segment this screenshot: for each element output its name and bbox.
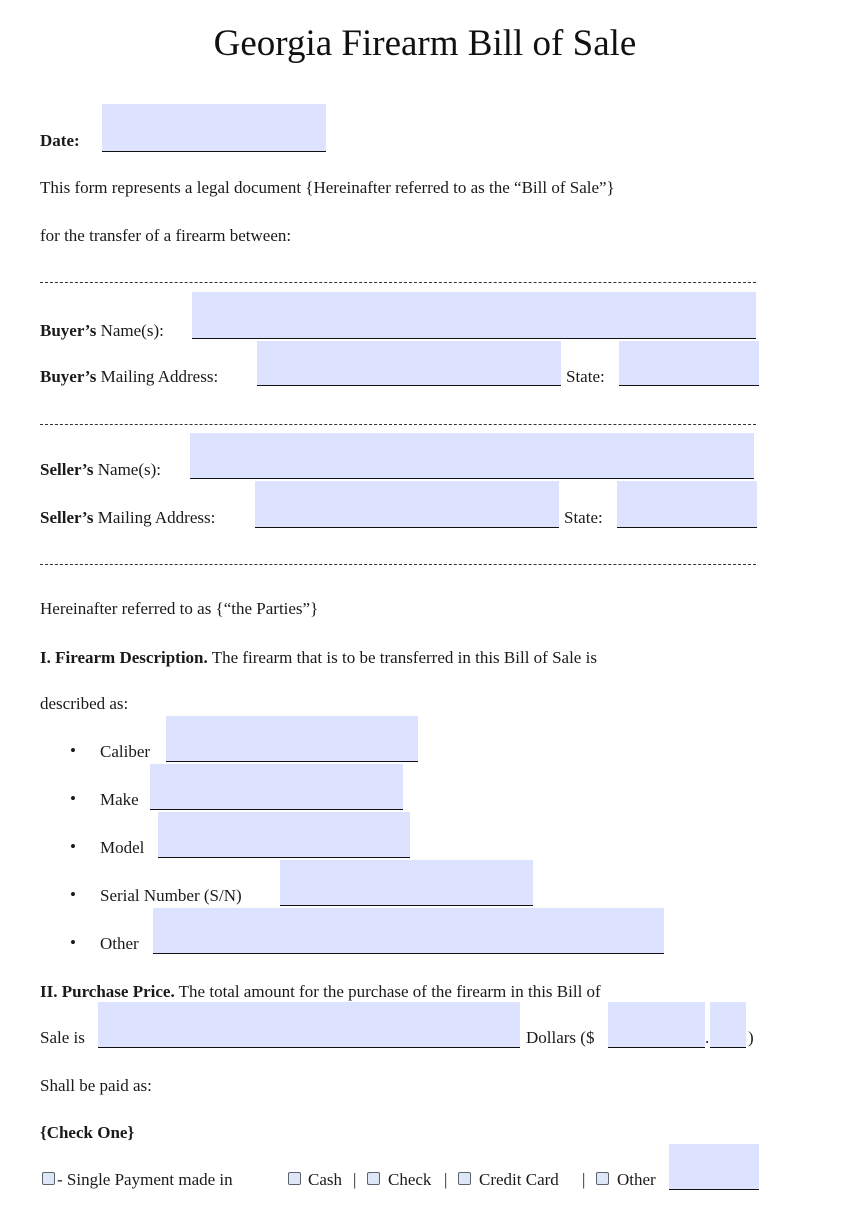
other-description-label: Other xyxy=(100,934,139,953)
other-description-field[interactable] xyxy=(153,908,664,954)
section-2-intro: II. Purchase Price. The total amount for the purchase of the firearm in this Bill of xyxy=(40,982,601,1001)
separator-dashed-3 xyxy=(40,564,756,565)
seller-address-field[interactable] xyxy=(255,481,559,528)
separator-dashed-2 xyxy=(40,424,756,425)
single-payment-checkbox[interactable] xyxy=(42,1172,55,1185)
seller-state-field[interactable] xyxy=(617,481,757,528)
bullet-icon: • xyxy=(70,741,76,760)
caliber-field[interactable] xyxy=(166,716,418,762)
section-1-heading: I. Firearm Description. xyxy=(40,648,208,667)
bullet-icon: • xyxy=(70,789,76,808)
cash-checkbox[interactable] xyxy=(288,1172,301,1185)
separator-dashed-1 xyxy=(40,282,756,283)
other-payment-checkbox[interactable] xyxy=(596,1172,609,1185)
date-label: Date: xyxy=(40,131,80,150)
section-2-heading: II. Purchase Price. xyxy=(40,982,175,1001)
single-payment-label: - Single Payment made in xyxy=(57,1170,233,1189)
seller-address-label: Seller’s Mailing Address: xyxy=(40,508,216,527)
decimal-dot: . xyxy=(705,1028,710,1047)
section-1-intro: I. Firearm Description. The firearm that is to be transferred in this Bill of Sale is xyxy=(40,648,597,667)
amount-words-field[interactable] xyxy=(98,1002,520,1048)
check-one-text: {Check One} xyxy=(40,1123,135,1142)
parties-text: Hereinafter referred to as {“the Parties”} xyxy=(40,599,319,618)
buyer-address-label: Buyer’s Mailing Address: xyxy=(40,367,219,386)
sale-is-label: Sale is xyxy=(40,1028,85,1047)
intro-line-1: This form represents a legal document {Hereinafter referred to as the “Bill of Sale”} xyxy=(40,178,615,197)
intro-line-2: for the transfer of a firearm between: xyxy=(40,226,292,245)
credit-card-label: Credit Card xyxy=(479,1170,559,1189)
caliber-label: Caliber xyxy=(100,742,151,761)
other-payment-field[interactable] xyxy=(669,1144,759,1190)
make-label: Make xyxy=(100,790,139,809)
section-1-line-2: described as: xyxy=(40,694,129,713)
buyer-name-label: Buyer’s Name(s): xyxy=(40,321,164,340)
seller-name-label: Seller’s Name(s): xyxy=(40,460,162,479)
date-field[interactable] xyxy=(102,104,326,152)
make-field[interactable] xyxy=(150,764,403,810)
credit-card-checkbox[interactable] xyxy=(458,1172,471,1185)
paid-as-text: Shall be paid as: xyxy=(40,1076,152,1095)
serial-number-label: Serial Number (S/N) xyxy=(100,886,242,905)
option-separator: | xyxy=(353,1170,357,1189)
cash-label: Cash xyxy=(308,1170,342,1189)
bullet-icon: • xyxy=(70,933,76,952)
model-label: Model xyxy=(100,838,145,857)
bullet-icon: • xyxy=(70,837,76,856)
bullet-icon: • xyxy=(70,885,76,904)
buyer-name-field[interactable] xyxy=(192,292,756,339)
option-separator: | xyxy=(444,1170,448,1189)
option-separator: | xyxy=(582,1170,586,1189)
buyer-address-field[interactable] xyxy=(257,341,561,386)
cents-amount-field[interactable] xyxy=(710,1002,746,1048)
dollars-amount-field[interactable] xyxy=(608,1002,705,1048)
model-field[interactable] xyxy=(158,812,410,858)
seller-name-field[interactable] xyxy=(190,433,754,479)
check-label: Check xyxy=(388,1170,432,1189)
check-checkbox[interactable] xyxy=(367,1172,380,1185)
buyer-state-label: State: xyxy=(566,367,605,386)
page-title: Georgia Firearm Bill of Sale xyxy=(213,23,637,64)
buyer-state-field[interactable] xyxy=(619,341,759,386)
serial-number-field[interactable] xyxy=(280,860,533,906)
close-paren: ) xyxy=(748,1028,754,1047)
seller-state-label: State: xyxy=(564,508,603,527)
dollars-label: Dollars ($ xyxy=(526,1028,595,1047)
other-payment-label: Other xyxy=(617,1170,656,1189)
